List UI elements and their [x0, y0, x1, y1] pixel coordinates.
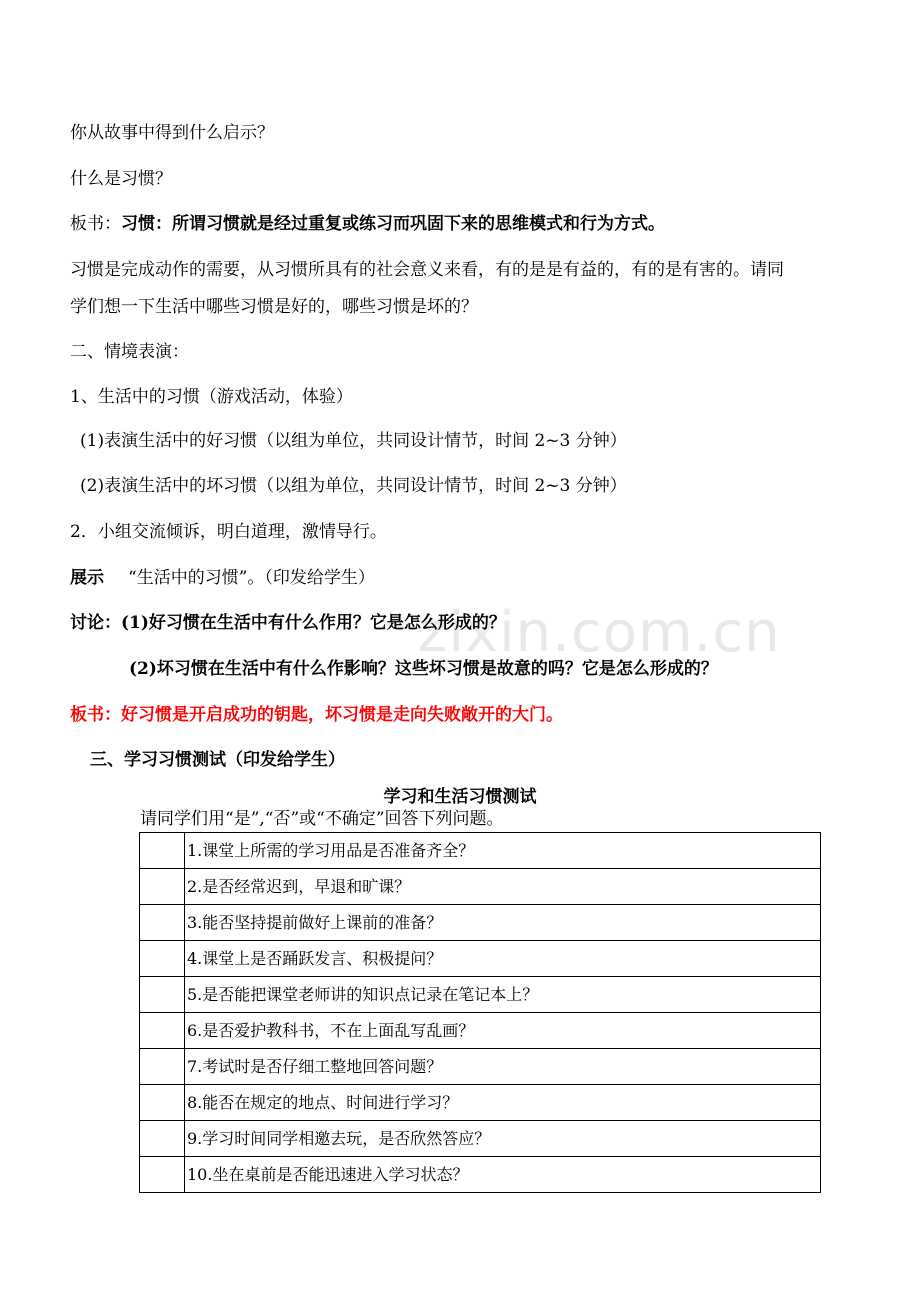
show-text: “生活中的习惯”。（印发给学生） [128, 568, 375, 588]
question-cell: 8.能否在规定的地点、时间进行学习？ [185, 1085, 821, 1121]
question-cell: 1.课堂上所需的学习用品是否准备齐全？ [185, 833, 821, 869]
table-row [140, 833, 821, 869]
answer-cell[interactable] [140, 869, 185, 905]
question-what-is-habit: 什么是习惯？ [70, 169, 172, 189]
item-1-sub-2: (2)表演生活中的坏习惯（以组为单位，共同设计情节，时间 2~3 分钟） [80, 476, 627, 496]
show-label: 展示 [70, 568, 104, 588]
table-row [140, 905, 821, 941]
habit-definition: 习惯：所谓习惯就是经过重复或练习而巩固下来的思维模式和行为方式。 [121, 214, 665, 234]
item-2: 2．小组交流倾诉，明白道理，激情导行。 [70, 522, 387, 542]
answer-cell[interactable] [140, 977, 185, 1013]
board-definition [70, 212, 665, 236]
answer-cell[interactable] [140, 941, 185, 977]
question-cell: 9.学习时间同学相邀去玩，是否欣然答应？ [185, 1121, 821, 1157]
board-conclusion: 板书：好习惯是开启成功的钥匙，坏习惯是走向失败敞开的大门。 [70, 705, 563, 725]
show-line [70, 566, 375, 590]
survey-title: 学习和生活习惯测试 [383, 787, 537, 807]
section3-title: 三、学习习惯测试（印发给学生） [90, 750, 345, 770]
question-cell: 2.是否经常迟到，早退和旷课？ [185, 869, 821, 905]
survey-table [139, 832, 821, 1193]
answer-cell[interactable] [140, 1121, 185, 1157]
table-row [140, 1085, 821, 1121]
discussion-label: 讨论： [70, 613, 121, 633]
answer-cell[interactable] [140, 1049, 185, 1085]
answer-cell[interactable] [140, 905, 185, 941]
question-cell: 10.坐在桌前是否能迅速进入学习状态？ [185, 1157, 821, 1193]
table-row [140, 1121, 821, 1157]
table-row [140, 1013, 821, 1049]
board-label: 板书： [70, 214, 121, 234]
section2-title: 二、情境表演： [70, 342, 189, 362]
answer-cell[interactable] [140, 1013, 185, 1049]
table-row [140, 941, 821, 977]
habit-paragraph-line2: 学们想一下生活中哪些习惯是好的，哪些习惯是坏的？ [70, 297, 478, 317]
survey-intro: 请同学们用“是”,“否”或“不确定”回答下列问题。 [140, 809, 504, 829]
table-row [140, 1157, 821, 1193]
item-1: 1、生活中的习惯（游戏活动，体验） [70, 387, 353, 407]
answer-cell[interactable] [140, 833, 185, 869]
watermark: zixin.com.cn [418, 600, 781, 665]
question-cell: 4.课堂上是否踊跃发言、积极提问？ [185, 941, 821, 977]
discussion-line-1 [70, 611, 506, 635]
table-row [140, 869, 821, 905]
question-cell: 5.是否能把课堂老师讲的知识点记录在笔记本上？ [185, 977, 821, 1013]
table-row [140, 1049, 821, 1085]
item-1-sub-1: (1)表演生活中的好习惯（以组为单位，共同设计情节，时间 2~3 分钟） [80, 431, 627, 451]
question-cell: 6.是否爱护教科书，不在上面乱写乱画？ [185, 1013, 821, 1049]
question-inspiration: 你从故事中得到什么启示？ [70, 123, 274, 143]
answer-cell[interactable] [140, 1157, 185, 1193]
table-row [140, 977, 821, 1013]
question-cell: 7.考试时是否仔细工整地回答问题？ [185, 1049, 821, 1085]
question-cell: 3.能否坚持提前做好上课前的准备？ [185, 905, 821, 941]
habit-paragraph-line1: 习惯是完成动作的需要，从习惯所具有的社会意义来看，有的是是有益的，有的是有害的。请同 [70, 260, 784, 280]
discussion-question-2: (2)坏习惯在生活中有什么作影响？这些坏习惯是故意的吗？它是怎么形成的？ [129, 659, 718, 679]
answer-cell[interactable] [140, 1085, 185, 1121]
discussion-question-1: (1)好习惯在生活中有什么作用？它是怎么形成的？ [121, 613, 506, 633]
